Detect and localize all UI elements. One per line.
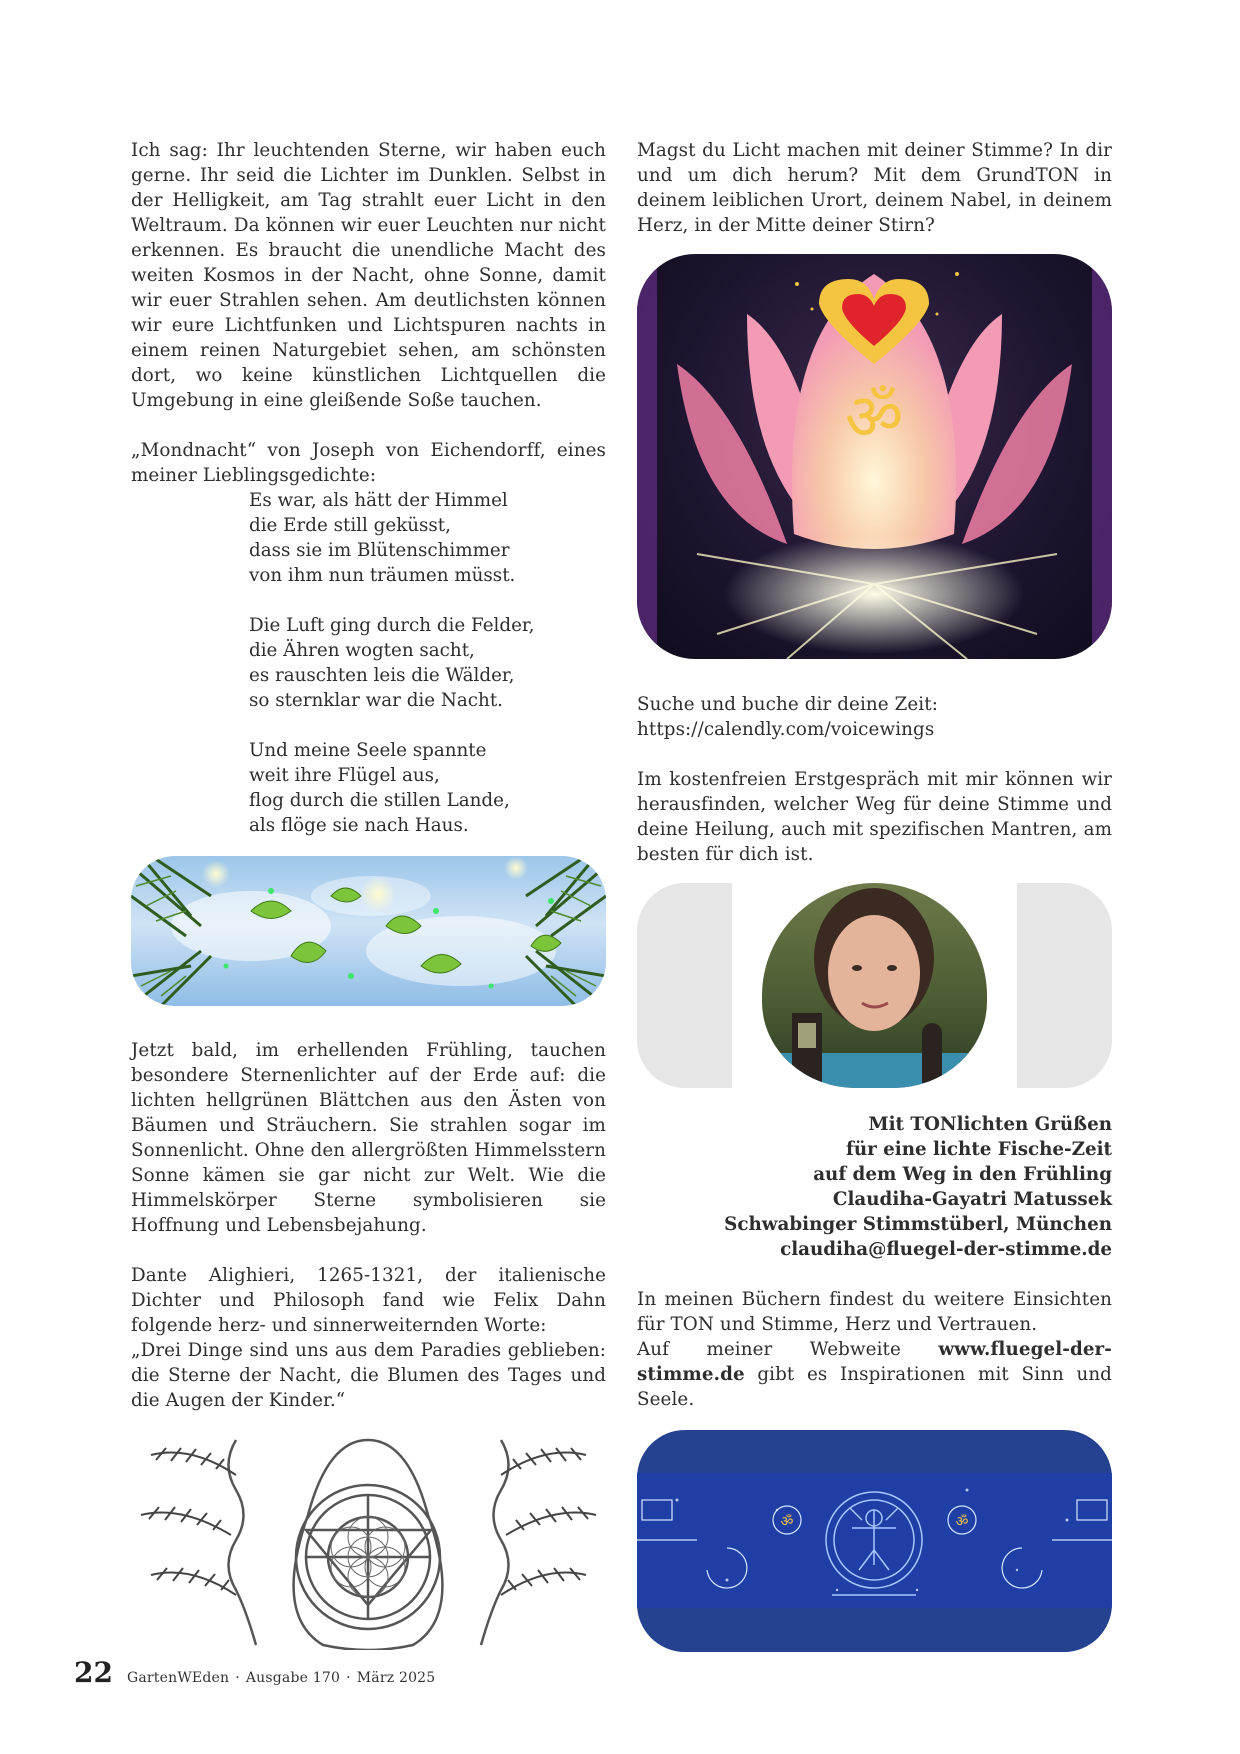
poem-line: weit ihre Flügel aus,	[249, 765, 440, 786]
dante-paragraph: Dante Alighieri, 1265-1321, der italienische Dichter und Philosoph fand wie Felix Dahn folgende herz- und sinnerweiternden Worte:	[131, 1265, 606, 1336]
poem-stanza	[249, 488, 606, 588]
issue-number: Ausgabe 170	[245, 1670, 341, 1686]
poem-line: es rauschten leis die Wälder,	[249, 665, 515, 686]
greeting-line: Mit TONlichten Grüßen	[868, 1114, 1112, 1135]
left-column	[131, 138, 606, 1650]
books-paragraph: In meinen Büchern findest du weitere Einsichten für TON und Stimme, Herz und Vertrauen.	[637, 1289, 1112, 1335]
author-email[interactable]: claudiha@fluegel-der-stimme.de	[780, 1239, 1112, 1260]
poem-line: die Ähren wogten sacht,	[249, 640, 475, 661]
booking-link[interactable]: https://calendly.com/voicewings	[637, 719, 935, 740]
lotus-om-image	[637, 254, 1112, 659]
portrait-block	[637, 883, 1112, 1088]
portrait-photo	[762, 883, 987, 1088]
poem-line: die Erde still geküsst,	[249, 515, 451, 536]
poem-intro: „Mondnacht“ von Joseph von Eichendorff, eines meiner Lieblingsgedichte:	[131, 440, 606, 486]
poem-stanza	[249, 613, 606, 713]
om-symbol-icon: ॐ	[780, 1514, 794, 1530]
website-paragraph	[637, 1337, 1112, 1412]
om-symbol-icon: ॐ	[955, 1514, 969, 1530]
om-symbol-icon: ॐ	[844, 381, 904, 455]
website-link[interactable]: www.fluegel-der-stimme.de	[637, 1339, 1112, 1385]
spring-paragraph: Jetzt bald, im erhellenden Frühling, tauchen besondere Sternenlichter auf der Erde auf: die lichten hellgrünen Blättchen aus den Ästen von Bäumen und Sträuchern. Sie strahlen sogar im Sonnenlicht. Ohne den allergrößten Himmelsstern Sonne kämen sie gar nicht zur Welt. Wie die Himmelskörper Sterne symbolisieren sie Hoffnung und Lebensbejahung.	[131, 1040, 606, 1236]
portrait-illustration	[762, 883, 987, 1088]
greeting-line: für eine lichte Fische-Zeit	[846, 1139, 1112, 1160]
portrait-placeholder-right	[1017, 883, 1112, 1088]
lotus-om-heart-icon	[637, 254, 1112, 659]
poem-line: Die Luft ging durch die Felder,	[249, 615, 535, 636]
voice-question: Magst du Licht machen mit deiner Stimme? In dir und um dich herum? Mit dem GrundTON in deinem leiblichen Urort, deinem Nabel, in deinem Herz, in der Mitte deiner Stirn?	[637, 140, 1112, 236]
poem-line: als flöge sie nach Haus.	[249, 815, 469, 836]
website-prefix: Auf meiner Webweite	[637, 1339, 901, 1360]
poem-line: so sternklar war die Nacht.	[249, 690, 503, 711]
poem-stanza	[249, 738, 606, 838]
author-location: Schwabinger Stimmstüberl, München	[724, 1214, 1112, 1235]
page-number: 22	[74, 1656, 113, 1689]
right-column	[637, 138, 1112, 1652]
magazine-name: GartenWEden	[126, 1670, 230, 1686]
poem-line: flog durch die stillen Lande,	[249, 790, 510, 811]
shiva-nataraja-icon	[637, 1430, 1112, 1652]
footer-separator: ·	[346, 1670, 351, 1686]
poem-line: von ihm nun träumen müsst.	[249, 565, 516, 586]
poem-line: Und meine Seele spannte	[249, 740, 487, 761]
issue-date: März 2025	[356, 1670, 436, 1686]
poem-mondnacht	[249, 488, 606, 838]
footer-meta	[127, 1670, 435, 1686]
dante-quote: „Drei Dinge sind uns aus dem Paradies geblieben: die Sterne der Nacht, die Blumen des Tages und die Augen der Kinder.“	[131, 1340, 606, 1411]
page-footer	[74, 1656, 435, 1696]
greeting-line: auf dem Weg in den Frühling	[813, 1164, 1112, 1185]
website-suffix: gibt es Inspirationen mit Sinn und Seele.	[637, 1364, 1112, 1410]
spring-leaves-illustration	[131, 856, 606, 1006]
shiva-banner-image	[637, 1430, 1112, 1652]
flower-of-life-icon	[131, 1435, 606, 1650]
greeting-block	[637, 1112, 1112, 1262]
author-name: Claudiha-Gayatri Matussek	[832, 1189, 1112, 1210]
intro-paragraph: Ich sag: Ihr leuchtenden Sterne, wir haben euch gerne. Ihr seid die Lichter im Dunklen. Selbst in der Helligkeit, am Tag strahlt euer Licht in den Weltraum. Da können wir euer Leuchten nur nicht erkennen. Es braucht die unendliche Macht des weiten Kosmos in der Nacht, ohne Sonne, damit wir euer Strahlen sehen. Am deutlichsten können wir eure Lichtfunken und Lichtspuren nachts in einem reinen Naturgebiet sehen, am schönsten dort, wo keine künstlichen Lichtquellen die Umgebung in eine gleißende Soße tauchen.	[131, 140, 606, 411]
portrait-placeholder-left	[637, 883, 732, 1088]
flower-of-life-drawing	[131, 1435, 606, 1650]
footer-separator: ·	[235, 1670, 240, 1686]
spring-leaves-image	[131, 856, 606, 1006]
booking-label: Suche und buche dir deine Zeit:	[637, 694, 938, 715]
consultation-paragraph: Im kostenfreien Erstgespräch mit mir können wir herausfinden, welcher Weg für deine Stimme und deine Heilung, auch mit spezifischen Mantren, am besten für dich ist.	[637, 769, 1112, 865]
poem-line: Es war, als hätt der Himmel	[249, 490, 508, 511]
poem-line: dass sie im Blütenschimmer	[249, 540, 510, 561]
